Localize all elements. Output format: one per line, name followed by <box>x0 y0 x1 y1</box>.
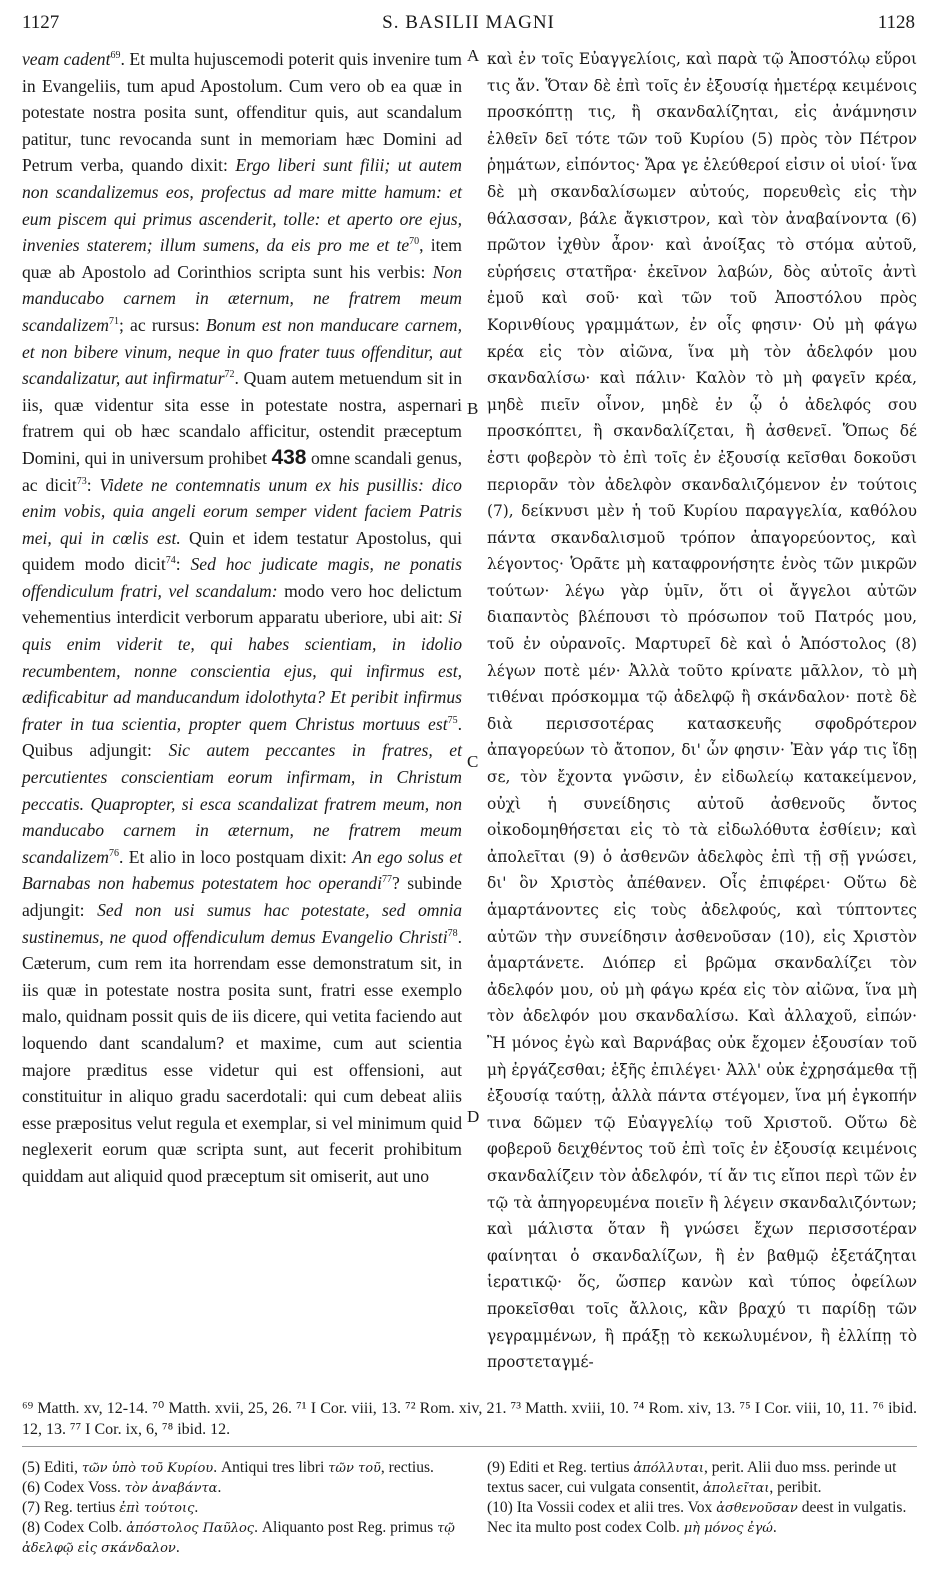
footnote <box>487 1498 917 1538</box>
latin-quote: Si quis enim viderit te, qui habes scientiam, in idolio recumbentem, nonne conscientia ejus, qui infirmus est, ædificabitur ad manducandum idolothyta? Et peribit infirmus frater in tua scientia, propter quem Christus mortuus est <box>22 607 462 734</box>
latin-seg: : <box>86 474 100 495</box>
latin-quote: Bonum est non manducare carnem, et non bibere vinum, neque in quo frater tuus offenditur, aut scandalizatur, aut infirmatur <box>22 314 462 389</box>
latin-seg: modo vero hoc delictum vehementius interdicit verborum apparatu uberiore, ubi ait: <box>22 580 462 628</box>
note-greek: τὸν ἀναβάντα <box>124 1481 218 1496</box>
ref-mark: 77 <box>381 874 392 886</box>
latin-quote: Sed hoc judicate magis, ne ponatis offendiculum fratri, vel scandalum: <box>22 554 462 601</box>
latin-seg: . Et multa hujuscemodi poterit quis invenire tum in Evangeliis, tum apud Apostolum. Cum vero ob ea quæ in potestate nostra posita sunt, offenditur quis, aut scandalum patitur, tunc revocanda sunt in memoriam hæc Domini ad Petrum verba, quando dixit: <box>22 49 462 176</box>
latin-seg: . Quibus adjungit: <box>22 713 462 761</box>
note-text: deest in vulgatis. Nec ita multo post codex Colb. <box>487 1499 907 1536</box>
latin-seg: Quin et idem testatur Apostolus, qui quidem modo dicit <box>22 527 462 575</box>
footnote <box>487 1458 917 1498</box>
ref-mark: 75 <box>447 714 458 726</box>
latin-seg: : <box>175 554 191 575</box>
latin-seg: . Cæterum, cum rem ita horrendam esse demonstratum sit, in iis quæ in potestate nostra posita sunt, fratri esse exemplo malo, quidnam possit quis de iis dicere, qui vetita faciendo aut loquendo dant scandalum? et maxime, cum aut scientia majore præditus esse videtur qui est offensioni, aut constituitur in aliquo gradu sacerdotali: qui cum debeat aliis esse præpositus velut regula et exemplar, si vel minimum quid neglexerit eorum quæ scripta sunt, aut fecerit prohibitum quiddam aut aliquid quod præceptum sit omiserit, aut uno <box>22 926 462 1186</box>
scripture-references: ⁶⁹ Matth. xv, 12-14. ⁷⁰ Matth. xvii, 25, 26. ⁷¹ I Cor. viii, 13. ⁷² Rom. xiv, 21. ⁷³ Matth. xviii, 10. ⁷⁴ Rom. xiv, 13. ⁷⁵ I Cor. viii, 10, 11. ⁷⁶ ibid. 12, 13. ⁷⁷ I Cor. ix, 6, ⁷⁸ ibid. 12. <box>22 1400 917 1438</box>
latin-quote: Sic autem peccantes in fratres, et percutientes conscientiam eorum infirmam, in Christum peccatis. Quapropter, si esca scandalizat fratrem meum, non manducabo carnem in æternum, ne fratrem meum scandalizem <box>22 740 462 867</box>
note-text: . <box>175 1539 180 1556</box>
note-text: , rectius. <box>380 1459 434 1476</box>
latin-seg: , item quæ ab Apostolo ad Corinthios scripta sunt his verbis: <box>22 235 462 282</box>
note-greek: τῶν ὑπὸ τοῦ Κυρίου <box>81 1461 214 1476</box>
note-greek: μὴ μόνος ἐγώ <box>683 1521 773 1536</box>
note-greek: ἀπόλλυται <box>633 1461 704 1476</box>
note-text: (7) Reg. tertius <box>22 1499 120 1516</box>
note-greek: ἀσθενοῦσαν <box>716 1501 798 1516</box>
note-greek: ἀπολεῖται <box>702 1481 770 1496</box>
footnotes-right <box>487 1458 917 1538</box>
latin-seg: ? subinde adjungit: <box>22 873 462 920</box>
note-text: , peribit. <box>769 1479 822 1496</box>
note-text: (9) Editi et Reg. tertius <box>487 1459 634 1476</box>
ref-mark: 72 <box>224 369 235 381</box>
latin-quote: An ego solus et Barnabas non habemus potestatem hoc operandi <box>22 846 462 894</box>
footnotes-left <box>22 1458 460 1558</box>
ref-mark: 74 <box>165 555 176 567</box>
note-greek: τῷ ἀδελφῷ εἰς σκάνδαλον <box>22 1521 455 1556</box>
latin-seg: ; ac rursus: <box>118 314 206 335</box>
greek-text: καὶ ἐν τοῖς Εὐαγγελίοις, καὶ παρὰ τῷ Ἀποστόλῳ εὕροι τις ἄν. Ὅταν δὲ ἐπὶ τοῖς ἐν ἐξουσίᾳ ἡμετέρᾳ κειμένοις προσκόπτῃ τις, ἢ σκανδαλίζηται, εἰς ἀνάμνησιν ἐλθεῖν δεῖ τότε τῶν τοῦ Κυρίου (5) πρὸς τὸν Πέτρον ῥημάτων, εἰπόντος· Ἄρα γε ἐλεύθεροί εἰσιν οἱ υἱοί· ἵνα δὲ μὴ σκανδαλίσωμεν αὐτούς, πορευθεὶς εἰς τὴν θάλασσαν, βάλε ἄγκιστρον, καὶ τὸν ἀναβαίνοντα (6) πρῶτον ἰχθὺν ἆρον· καὶ ἀνοίξας τὸ στόμα αὐτοῦ, εὑρήσεις στατῆρα· ἐκεῖνον λαβών, δὸς αὐτοῖς ἀντὶ ἐμοῦ καὶ σοῦ· καὶ τῶν τοῦ Ἀποστόλου πρὸς Κορινθίους γραμμάτων, ἐν οἷς φησιν· Οὐ μὴ φάγω κρέα εἰς τὸν αἰῶνα, ἵνα μὴ τὸν ἀδελφόν μου σκανδαλίσω· καὶ πάλιν· Καλὸν τὸ μὴ φαγεῖν κρέα, μηδὲ πιεῖν οἶνον, μηδὲ ἐν ᾧ ὁ ἀδελφός σου προσκόπτει, ἢ σκανδαλίζεται, ἢ ἀσθενεῖ. Ὅπως δέ ἐστι φοβερὸν τὸ ἐπὶ τοῖς ἐν ἐξουσίᾳ κεῖσθαι δοκοῦσι περιορᾶν τὸν ἀδελφὸν σκανδαλιζόμενον ἐν τούτοις (7), δείκνυσι μὲν ἡ τοῦ Κυρίου παραγγελία, καθόλου πάντα σκανδαλισμοῦ τρόπον ἀπαγορεύοντος, καὶ λέγοντος· Ὁρᾶτε μὴ καταφρονήσητε ἑνὸς τῶν μικρῶν τούτων· λέγω γὰρ ὑμῖν, ὅτι οἱ ἄγγελοι αὐτῶν διαπαντὸς βλέπουσι τὸ πρόσωπον τοῦ Πατρός μου, τοῦ ἐν οὐρανοῖς. Μαρτυρεῖ δὲ καὶ ὁ Ἀπόστολος (8) λέγων ποτὲ μέν· Ἀλλὰ τοῦτο κρίνατε μᾶλλον, τὸ μὴ τιθέναι πρόσκομμα τῷ ἀδελφῷ ἢ σκάνδαλον· ποτὲ δὲ διὰ περισσοτέρας κατασκευῆς σφοδρότερον ἀπαγορεύων τὸ ἄτοπον, δι' ὧν φησιν· Ἐὰν γάρ τις ἴδῃ σε, τὸν ἔχοντα γνῶσιν, ἐν εἰδωλείῳ κατακείμενον, οὐχὶ ἡ συνείδησις αὐτοῦ ἀσθενοῦς ὄντος οἰκοδομηθήσεται εἰς τὸ τὰ εἰδωλόθυτα ἐσθίειν; καὶ ἀπολεῖται (9) ὁ ἀσθενῶν ἀδελφὸς ἐπὶ τῇ σῇ γνώσει, δι' ὃν Χριστὸς ἀπέθανεν. Οἷς ἐπιφέρει· Οὕτω δὲ ἁμαρτάνοντες εἰς τοὺς ἀδελφούς, καὶ τύπτοντες αὐτῶν τὴν συνείδησιν ἀσθενοῦσαν (10), εἰς Χριστὸν ἁμαρτάνετε. Διόπερ εἰ βρῶμα σκανδαλίζει τὸν ἀδελφόν μου, οὐ μὴ φάγω κρέα εἰς τὸν αἰῶνα, ἵνα μὴ τὸν ἀδελφόν μου σκανδαλίσω. Καὶ ἀλλαχοῦ, εἰπών· Ἢ μόνος ἐγὼ καὶ Βαρνάβας οὐκ ἔχομεν ἐξουσίαν τοῦ μὴ ἐργάζεσθαι; ἑξῆς ἐπιλέγει· Ἀλλ' οὐκ ἐχρησάμεθα τῇ ἐξουσίᾳ ταύτῃ, ἀλλὰ πάντα στέγομεν, ἵνα μή ἐγκοπήν τινα δῶμεν τῷ Εὐαγγελίῳ τοῦ Χριστοῦ. Οὕτω δὲ φοβεροῦ δειχθέντος τοῦ ἐπὶ τοῖς ἐν ἐξουσίᾳ κειμένοις σκανδαλίζειν τὸν ἀδελφόν, τί ἄν τις εἴποι περὶ τῶν ἐν τῷ τὰ ἀπηγορευμένα ποιεῖν ἢ λέγειν σκανδαλιζόντων; καὶ μάλιστα ὅταν ἢ γνώσει ἔχων περισσοτέραν φαίνηται ὁ σκανδαλίζων, ἢ ἐν βαθμῷ ἐξετάζηται ἱερατικῷ· ὅς, ὥσπερ κανὼν καὶ τύπος ὀφείλων προκεῖσθαι τοῖς ἄλλοις, κἂν βραχύ τι παρίδῃ τῶν γεγραμμένων, ἢ πράξῃ τὸ κεκωλυμένον, ἢ ἐλλίπῃ τὸ προστεταγμέ- <box>487 50 917 1372</box>
latin-quote: Ergo liberi sunt filii; ut autem non scandalizemus eos, profectus ad mare mitte hamum: et eum piscem qui primus ascenderit, tolle: et aperto ore ejus, invenies staterem; illum sumens, da eis pro me et te <box>22 155 463 256</box>
margin-letter-d: D <box>467 1107 480 1126</box>
margin-letter-b: B <box>467 399 479 418</box>
note-text: (5) Editi, <box>22 1459 82 1476</box>
note-text: . <box>772 1519 777 1536</box>
note-text: (6) Codex Voss. <box>22 1479 125 1496</box>
footnote-divider <box>22 1446 917 1447</box>
ref-mark: 76 <box>108 847 119 859</box>
footnote <box>22 1458 460 1478</box>
note-greek: ἐπὶ τούτοις <box>119 1501 195 1516</box>
note-text: . <box>194 1499 199 1516</box>
note-text: . Antiqui tres libri <box>213 1459 329 1476</box>
ref-mark: 78 <box>447 927 458 939</box>
latin-text <box>22 46 462 1190</box>
page-number-left: 1127 <box>22 12 60 33</box>
latin-column <box>22 46 462 1190</box>
note-text: . Aliquanto post Reg. primus <box>254 1519 438 1536</box>
note-greek: τῶν τοῦ <box>328 1461 381 1476</box>
latin-seg: veam cadent <box>22 49 111 69</box>
note-text: (8) Codex Colb. <box>22 1519 127 1536</box>
footnote <box>22 1518 460 1558</box>
greek-column <box>487 46 917 1376</box>
note-text: , perit. Alii duo mss. perinde ut textus sacer, cui vulgata consentit, <box>487 1459 897 1496</box>
margin-letter-c: C <box>467 752 479 771</box>
ref-mark: 69 <box>110 50 121 62</box>
ref-mark: 73 <box>76 475 87 487</box>
latin-quote: Sed non usi sumus hac potestate, sed omnia sustinemus, ne quod offendiculum demus Evangelio Christi <box>22 900 462 947</box>
latin-seg: . Quam autem metuendum sit in iis, quæ videntur sita esse in potestate nostra, aspernari fratrem qui ob hæc scandalo afficitur, ostendit præceptum Domini, qui in universum prohibet <box>22 368 462 468</box>
margin-letter-a: A <box>467 46 480 65</box>
page-header <box>22 10 915 36</box>
latin-quote: Videte ne contemnatis unum ex his pusillis: dico enim vobis, quia angeli eorum semper vident faciem Patris mei, qui in cœlis est. <box>22 474 462 548</box>
running-title: S. BASILII MAGNI <box>382 12 555 33</box>
footnote <box>22 1478 460 1498</box>
note-text: . <box>217 1479 222 1496</box>
ref-mark: 70 <box>409 236 420 248</box>
note-text: (10) Ita Vossii codex et alii tres. Vox <box>487 1499 717 1516</box>
edition-page-number: 438 <box>271 445 307 469</box>
latin-quote: Non manducabo carnem in æternum, ne fratrem meum scandalizem <box>22 261 462 335</box>
page-number-right: 1128 <box>877 12 915 33</box>
latin-seg: omne scandali genus, ac dicit <box>22 447 463 495</box>
ref-mark: 71 <box>108 316 119 328</box>
footnote <box>22 1498 460 1518</box>
note-greek: ἀπόστολος Παῦλος <box>126 1521 255 1536</box>
latin-seg: . Et alio in loco postquam dixit: <box>118 846 353 867</box>
